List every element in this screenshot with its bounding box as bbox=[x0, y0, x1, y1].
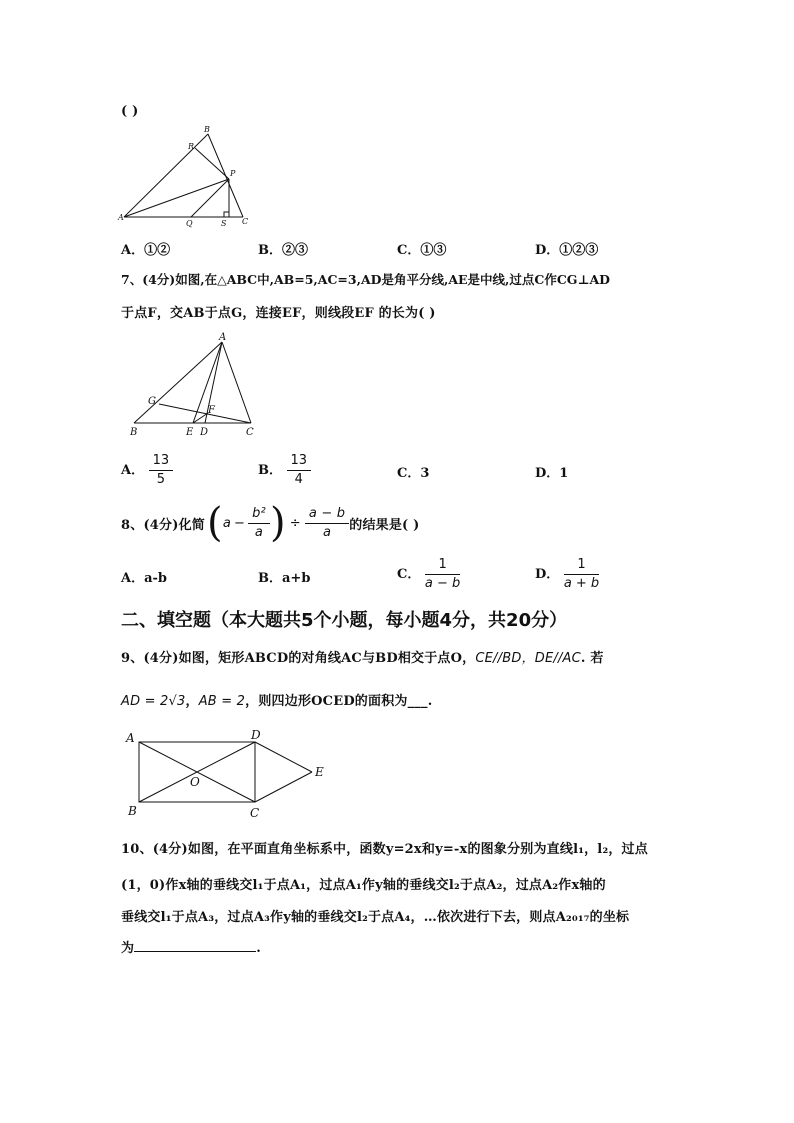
q7-label-e: E bbox=[186, 427, 194, 438]
q7-line-1: 7、(4分)如图,在△ABC中,AB=5,AC=3,AD是角平分线,AE是中线,过点C作CG⊥AD bbox=[121, 272, 611, 287]
q6-label-q: Q bbox=[186, 219, 193, 228]
q7-label-g: G bbox=[148, 396, 156, 407]
q6-option-c[interactable]: C．①③ bbox=[397, 243, 447, 258]
q9-label-e: E bbox=[315, 765, 324, 779]
q9-label-a: A bbox=[126, 731, 135, 745]
q9-label-b: B bbox=[128, 804, 137, 818]
q7-label-c: C bbox=[246, 427, 254, 438]
q7-option-c[interactable]: C．3 bbox=[397, 466, 430, 481]
q6-label-r: R bbox=[188, 142, 195, 151]
q9-label-d: D bbox=[251, 728, 261, 742]
q9-line-1: 9、(4分)如图，矩形ABCD的对角线AC与BD相交于点O，CE//BD，DE//AC. 若 bbox=[121, 651, 604, 666]
q6-label-b: B bbox=[204, 125, 210, 134]
q6-figure bbox=[116, 124, 256, 230]
q10-answer-blank[interactable] bbox=[134, 951, 256, 952]
q10-line-1: 10、(4分)如图，在平面直角坐标系中，函数y=2x和y=-x的图象分别为直线l₁，l₂，过点 bbox=[121, 842, 648, 857]
q6-label-c: C bbox=[242, 217, 249, 226]
q6-label-p: P bbox=[230, 169, 236, 178]
q6-paren: ( ) bbox=[121, 104, 139, 119]
q6-option-b[interactable]: B．②③ bbox=[258, 243, 309, 258]
q7-option-a[interactable]: A． $\frac{13}{5}$ bbox=[121, 452, 173, 489]
q8-question: 8、(4分)化简 ( a − $\frac{\text{b²}}{a}$ ) ÷ $\frac{a - b}{a}$ 的结果是( ) bbox=[121, 500, 420, 546]
q6-label-s: S bbox=[221, 219, 227, 228]
q7-figure bbox=[124, 330, 264, 440]
q6-label-a: A bbox=[118, 213, 124, 222]
q9-label-c: C bbox=[250, 806, 260, 820]
q8-option-c[interactable]: C． $\frac{1}{a - b}$ bbox=[397, 557, 461, 591]
q7-label-a: A bbox=[219, 332, 227, 343]
q8-option-b[interactable]: B．a+b bbox=[258, 571, 311, 586]
q9-label-o: O bbox=[190, 775, 200, 789]
q7-line-2: 于点F，交AB于点G，连接EF，则线段EF 的长为( ) bbox=[121, 306, 436, 321]
q6-option-a[interactable]: A．①② bbox=[121, 243, 171, 258]
q8-option-a[interactable]: A．a-b bbox=[121, 571, 168, 586]
q10-line-4: 为 . bbox=[121, 941, 261, 956]
q9-line-2: AD = 2√3，AB = 2，则四边形OCED的面积为___. bbox=[121, 694, 433, 709]
section-2-title: 二、填空题（本大题共5个小题，每小题4分，共20分） bbox=[121, 610, 568, 631]
q7-label-b: B bbox=[130, 427, 138, 438]
q7-label-f: F bbox=[208, 405, 215, 416]
q6-option-d[interactable]: D．①②③ bbox=[535, 243, 599, 258]
q9-figure bbox=[122, 726, 342, 822]
q7-label-d: D bbox=[200, 427, 209, 438]
q7-option-d[interactable]: D．1 bbox=[535, 466, 569, 481]
q10-line-3: 垂线交l₁于点A₃，过点A₃作y轴的垂线交l₂于点A₄，…依次进行下去，则点A₂₀₁₇的坐标 bbox=[121, 910, 630, 925]
q7-option-b[interactable]: B． $\frac{13}{4}$ bbox=[258, 452, 311, 489]
q10-line-2: (1，0)作x轴的垂线交l₁于点A₁，过点A₁作y轴的垂线交l₂于点A₂，过点A₂作x轴的 bbox=[121, 878, 606, 893]
q8-option-d[interactable]: D． $\frac{1}{a + b}$ bbox=[535, 557, 600, 591]
